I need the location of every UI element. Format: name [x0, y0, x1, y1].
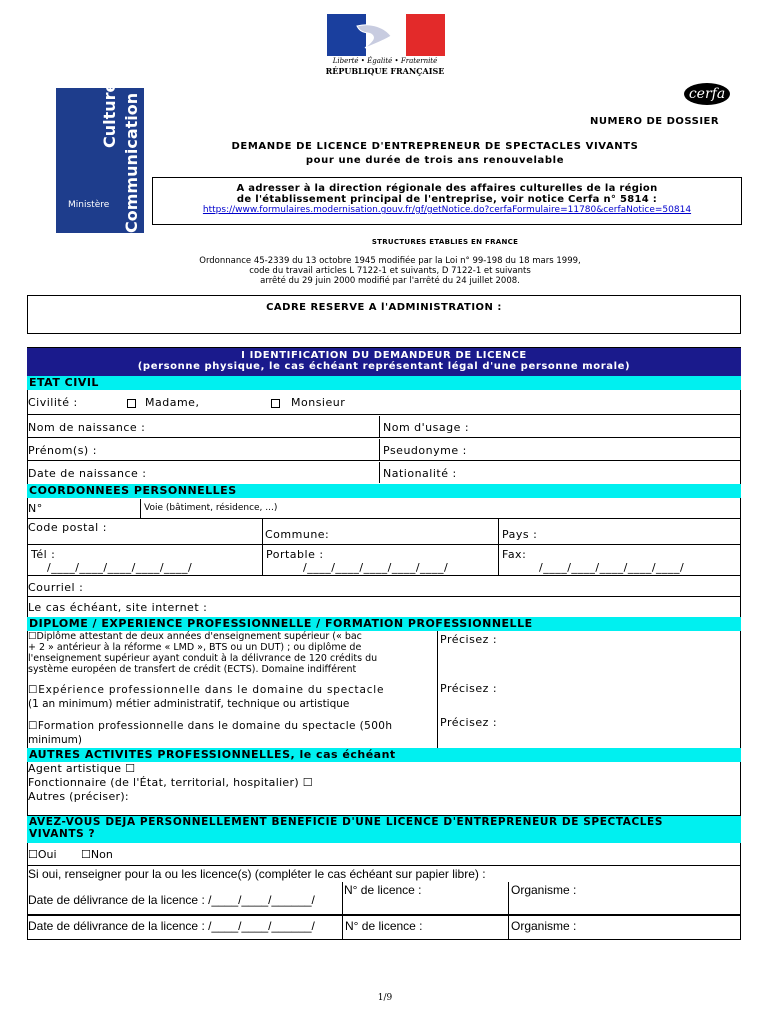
date-delivrance-1[interactable] [27, 882, 343, 915]
ordonnance-text [120, 256, 660, 286]
ordonnance-line2: code du travail articles L 7122-1 et suivants, D 7122-1 et suivants [249, 266, 531, 276]
site-row[interactable] [27, 598, 741, 616]
organisme-1[interactable] [509, 882, 741, 915]
address-box [152, 177, 742, 225]
diplome-opt1-row [27, 631, 741, 678]
admin-box [27, 295, 741, 334]
portable-field[interactable] [263, 545, 499, 575]
civilite-row [27, 391, 741, 415]
diplome-opt1-line2: + 2 » antérieur à la réforme « LMD », BTS ou un DUT) ; ou diplôme de [28, 642, 362, 653]
diplome-opt3-line1: ☐Formation professionnelle dans le domaine du spectacle (500h [28, 720, 393, 732]
date-naissance-label: Date de naissance : [28, 467, 147, 480]
autres-body[interactable] [27, 762, 741, 815]
pays-field[interactable] [499, 519, 741, 545]
diplome-opt3-row [27, 714, 741, 748]
madame-checkbox[interactable] [127, 399, 136, 408]
ordonnance-line1: Ordonnance 45-2339 du 13 octobre 1945 modifiée par la Loi n° 99-198 du 18 mars 1999, [199, 256, 581, 266]
diplome-opt2[interactable] [27, 678, 438, 714]
no-licence-1-label: N° de licence : [344, 883, 422, 897]
etat-civil-header: ETAT CIVIL [27, 376, 741, 390]
autres-header: AUTRES ACTIVITES PROFESSIONNELLES, le cas échéant [27, 748, 741, 762]
nom-naissance-label: Nom de naissance : [28, 421, 146, 434]
motto: Liberté • Égalité • Fraternité [332, 57, 438, 65]
section1-title: I IDENTIFICATION DU DEMANDEUR DE LICENCE [241, 350, 527, 361]
section1-subtitle: (personne physique, le cas échéant représentant légal d'une personne morale) [137, 361, 631, 372]
date-naissance-field[interactable] [27, 462, 380, 483]
licence-row-1 [27, 882, 741, 916]
form-subtitle: pour une durée de trois ans renouvelable [305, 155, 565, 166]
pseudonyme-field[interactable] [382, 439, 741, 461]
madame-label: Madame, [145, 396, 200, 409]
voie-label: Voie (bâtiment, résidence, ...) [144, 503, 278, 513]
organisme-2-label: Organisme : [511, 919, 577, 933]
deja-header-line1: AVEZ-VOUS DEJA PERSONNELLEMENT BENEFICIE D'UNE LICENCE D'ENTREPRENEUR DE SPECTACLES [29, 816, 663, 828]
commune-row [27, 518, 741, 545]
licence-row-2 [27, 916, 741, 940]
structures-label: STRUCTURES ETABLIES EN FRANCE [371, 238, 519, 246]
address-line2: de l'établissement principal de l'entreprise, voir notice Cerfa n° 5814 : [236, 194, 658, 205]
agent-artistique-option[interactable]: Agent artistique ☐ [28, 762, 136, 775]
courriel-row[interactable] [27, 577, 741, 597]
courriel-label: Courriel : [28, 581, 84, 594]
portable-blank: /____/____/____/____/____/ [303, 561, 449, 574]
diplome-opt1-line3: l'enseignement supérieur ayant conduit à la délivrance de 120 crédits du [28, 653, 378, 664]
no-licence-1[interactable] [343, 882, 509, 915]
no-licence-2[interactable] [343, 916, 509, 939]
diplome-opt2-row [27, 678, 741, 714]
pays-label: Pays : [502, 528, 538, 541]
monsieur-label: Monsieur [291, 396, 346, 409]
diplome-opt3-precisez: Précisez : [440, 716, 498, 729]
diplome-opt2-line1: ☐Expérience professionnelle dans le domaine du spectacle [28, 684, 385, 696]
civilite-label: Civilité : [28, 396, 78, 409]
deja-header [27, 815, 741, 843]
commune-field[interactable] [263, 519, 499, 545]
diplome-opt1-line4: système européen de transfert de crédit (ECTS). Domaine indifférent [28, 664, 357, 675]
date-delivrance-1-label: Date de délivrance de la licence : /____/____/______/ [28, 893, 315, 907]
notice-link[interactable]: https://www.formulaires.modernisation.gouv.fr/gf/getNotice.do?cerfaFormulaire=11780&cerfaNotice=50814 [202, 205, 692, 215]
oui-non-row [27, 844, 741, 866]
diplome-header: DIPLOME / EXPERIENCE PROFESSIONNELLE / FORMATION PROFESSIONNELLE [27, 617, 741, 631]
fax-label: Fax: [502, 548, 527, 561]
si-oui-row [27, 866, 741, 882]
telephone-row [27, 545, 741, 576]
coordonnees-header: COORDONNEES PERSONNELLES [27, 484, 741, 498]
tel-label: Tél : [31, 548, 56, 561]
fax-field[interactable] [499, 545, 741, 575]
diplome-opt3[interactable] [27, 714, 438, 748]
section1-header [27, 348, 741, 376]
fax-blank: /____/____/____/____/____/ [539, 561, 685, 574]
numero-label: N° [28, 502, 43, 515]
voie-field[interactable] [143, 499, 741, 518]
ministry-culture: Culture [100, 81, 119, 148]
nationalite-field[interactable] [382, 462, 741, 483]
date-delivrance-2-label: Date de délivrance de la licence : /____/____/______/ [28, 919, 315, 933]
prenom-row [27, 439, 741, 461]
naissance-row [27, 462, 741, 483]
cerfa-logo [684, 83, 730, 105]
republic-logo [327, 14, 445, 56]
diplome-opt2-precisez: Précisez : [440, 682, 498, 695]
diplome-opt1-precisez: Précisez : [440, 633, 498, 646]
non-option[interactable]: ☐Non [81, 848, 113, 861]
fonctionnaire-option[interactable]: Fonctionnaire (de l'État, territorial, hospitalier) ☐ [28, 776, 313, 789]
oui-option[interactable]: ☐Oui [28, 848, 57, 861]
cerfa-text: cerfa [688, 86, 726, 102]
form-title: DEMANDE DE LICENCE D'ENTREPRENEUR DE SPECTACLES VIVANTS [231, 141, 639, 152]
diplome-opt2-line2: (1 an minimum) métier administratif, technique ou artistique [28, 698, 350, 710]
diplome-opt3-line2: minimum) [28, 734, 82, 746]
diplome-opt1[interactable] [27, 631, 438, 678]
monsieur-checkbox[interactable] [271, 399, 280, 408]
admin-label: CADRE RESERVE A l'ADMINISTRATION : [266, 302, 502, 313]
page-number: 1/9 [377, 993, 393, 1003]
address-line1: A adresser à la direction régionale des affaires culturelles de la région [236, 183, 658, 194]
no-licence-2-label: N° de licence : [345, 919, 423, 933]
nom-usage-label: Nom d'usage : [383, 421, 470, 434]
nom-row [27, 416, 741, 438]
organisme-2[interactable] [509, 916, 741, 939]
nom-naissance-field[interactable] [27, 416, 380, 438]
portable-label: Portable : [266, 548, 324, 561]
nom-usage-field[interactable] [382, 416, 741, 438]
republic-label: RÉPUBLIQUE FRANÇAISE [325, 66, 445, 76]
dossier-label: NUMERO DE DOSSIER [590, 116, 720, 127]
ministry-label: Ministère [68, 200, 110, 210]
code-postal-field[interactable] [27, 519, 263, 545]
ministry-banner [56, 81, 144, 233]
deja-header-line2: VIVANTS ? [29, 828, 96, 840]
autres-preciser: Autres (préciser): [28, 790, 129, 803]
diplome-opt1-line1: ☐Diplôme attestant de deux années d'enseignement supérieur (« bac [28, 631, 362, 642]
prenom-field[interactable] [27, 439, 380, 461]
site-label: Le cas échéant, site internet : [28, 601, 208, 614]
si-oui-label: Si oui, renseigner pour la ou les licence(s) (compléter le cas échéant sur papier libre) : [28, 867, 486, 881]
ministry-communication: Communication [122, 92, 141, 233]
prenom-label: Prénom(s) : [28, 444, 97, 457]
tel-blank: /____/____/____/____/____/ [47, 561, 193, 574]
nationalite-label: Nationalité : [383, 467, 457, 480]
numero-field[interactable] [27, 499, 141, 518]
date-delivrance-2[interactable] [28, 916, 343, 939]
ordonnance-line3: arrêté du 29 juin 2000 modifié par l'arrêté du 24 juillet 2008. [260, 276, 520, 286]
code-postal-label: Code postal : [28, 521, 107, 534]
pseudonyme-label: Pseudonyme : [383, 444, 467, 457]
organisme-1-label: Organisme : [511, 883, 577, 897]
tel-field[interactable] [27, 545, 263, 575]
commune-label: Commune: [265, 528, 330, 541]
adresse-row [27, 499, 741, 518]
